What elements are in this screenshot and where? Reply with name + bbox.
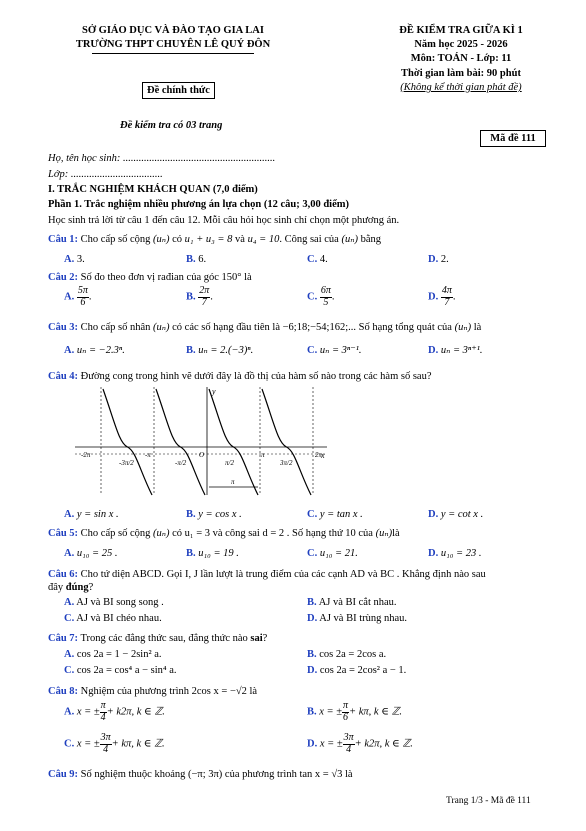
fraction-numerator: 5π bbox=[77, 285, 88, 296]
period-label: π bbox=[231, 478, 235, 486]
q1-option-a[interactable] bbox=[64, 253, 85, 266]
fraction-denominator: 6 bbox=[80, 296, 86, 308]
fraction-numerator: 3π bbox=[343, 732, 354, 743]
q1-cond2: u₄ = 10 bbox=[247, 234, 280, 245]
q4-option-c[interactable] bbox=[307, 508, 363, 521]
q7-text-c: ? bbox=[262, 633, 268, 644]
option-text: u₁₀ = 23 . bbox=[440, 548, 482, 559]
official-label: Đề chính thức bbox=[142, 82, 215, 99]
option-post: + kπ, k ∈ ℤ. bbox=[349, 706, 403, 718]
option-tail: . bbox=[331, 291, 335, 303]
fraction-denominator: 6 bbox=[343, 711, 349, 723]
q3-seq: (uₙ) bbox=[153, 322, 170, 333]
option-text: cos 2a = 1 − 2sin² a. bbox=[76, 649, 162, 660]
tick-label: π/2 bbox=[225, 459, 234, 467]
option-text: y = sin x . bbox=[76, 509, 119, 520]
q3-option-b[interactable] bbox=[186, 344, 253, 357]
fraction-denominator: 4 bbox=[100, 711, 106, 723]
subject-line: Môn: TOÁN - Lớp: 11 bbox=[410, 53, 512, 64]
graph-branch bbox=[262, 389, 311, 495]
option-text: 2. bbox=[440, 254, 449, 265]
q9-text: Số nghiệm thuộc khoảng (−π; 3π) của phương trình tan x = √3 là bbox=[80, 769, 353, 780]
q1-option-b[interactable] bbox=[186, 253, 206, 266]
q7-stem bbox=[48, 632, 267, 645]
tick-label: 3π/2 bbox=[280, 459, 293, 467]
school-name: TRƯỜNG THPT CHUYÊN LÊ QUÝ ĐÔN bbox=[75, 39, 271, 50]
duration-line: Thời gian làm bài: 90 phút bbox=[401, 68, 521, 79]
option-text: 4. bbox=[319, 254, 328, 265]
option-letter: C. bbox=[64, 613, 75, 624]
q8-option-c[interactable] bbox=[64, 733, 165, 755]
option-letter: B. bbox=[186, 345, 196, 356]
fraction-numerator: π bbox=[343, 700, 349, 711]
part1-subheading: Phần 1. Trắc nghiệm nhiều phương án lựa chọn (12 câu; 3,00 điểm) bbox=[48, 199, 349, 210]
option-text: u₁₀ = 21. bbox=[319, 548, 358, 559]
option-pre: x = ± bbox=[319, 738, 343, 750]
q4-stem bbox=[48, 370, 432, 383]
option-letter: B. bbox=[307, 649, 317, 660]
option-letter: D. bbox=[428, 509, 439, 520]
q1-seq: (uₙ) bbox=[153, 234, 170, 245]
q6-text-line1: Cho tứ diện ABCD. Gọi I, J lần lượt là trung điểm của các cạnh AD và BC . Khẳng định nào sau bbox=[80, 569, 486, 580]
option-text: 3. bbox=[76, 254, 85, 265]
tick-label: -3π/2 bbox=[119, 459, 134, 467]
fraction-denominator: 7 bbox=[444, 296, 450, 308]
option-letter: C. bbox=[307, 254, 318, 265]
q6-option-b[interactable] bbox=[307, 596, 397, 609]
exam-title: ĐỀ KIỂM TRA GIỮA KÌ 1 bbox=[399, 25, 523, 36]
option-text: uₙ = 2.(−3)ⁿ. bbox=[198, 345, 254, 356]
q3-option-d[interactable] bbox=[428, 344, 483, 357]
option-letter: D. bbox=[428, 291, 439, 303]
q3-text-a: Cho cấp số nhân bbox=[80, 322, 151, 333]
q4-text: Đường cong trong hình vẽ dưới đây là đồ thị của hàm số nào trong các hàm số sau? bbox=[80, 371, 432, 382]
option-letter: A. bbox=[64, 509, 75, 520]
q8-option-d[interactable] bbox=[307, 733, 413, 755]
school-underline bbox=[92, 53, 254, 54]
q5-label: Câu 5: bbox=[48, 528, 79, 539]
option-letter: D. bbox=[428, 345, 439, 356]
q8-label: Câu 8: bbox=[48, 686, 79, 697]
option-letter: D. bbox=[307, 613, 318, 624]
option-letter: A. bbox=[64, 706, 75, 718]
q1-text-c: và bbox=[235, 234, 245, 245]
option-text: uₙ = 3ⁿ⁻¹. bbox=[319, 345, 362, 356]
tick-label: π bbox=[261, 451, 265, 459]
option-text: cos 2a = 2cos a. bbox=[319, 649, 387, 660]
q5-stem bbox=[48, 527, 400, 540]
part1-instruction: Học sinh trả lời từ câu 1 đến câu 12. Mỗi câu hỏi học sinh chỉ chọn một phương án. bbox=[48, 215, 400, 226]
q7-option-d[interactable] bbox=[307, 664, 406, 677]
tick-label: -π bbox=[145, 451, 151, 459]
q1-text-d: . Công sai của bbox=[279, 234, 339, 245]
q6-option-c[interactable] bbox=[64, 612, 162, 625]
q8-option-b[interactable] bbox=[307, 701, 402, 723]
option-letter: D. bbox=[307, 665, 318, 676]
student-class-line[interactable]: Lớp: ................................... bbox=[48, 169, 163, 180]
option-post: + k2π, k ∈ ℤ. bbox=[106, 706, 165, 718]
q9-stem bbox=[48, 768, 353, 781]
q3-option-a[interactable] bbox=[64, 344, 125, 357]
option-letter: C. bbox=[307, 509, 318, 520]
pages-note: Đề kiểm tra có 03 trang bbox=[120, 120, 223, 131]
option-text: u₁₀ = 25 . bbox=[76, 548, 118, 559]
q2-label: Câu 2: bbox=[48, 272, 79, 283]
fraction-denominator: 5 bbox=[323, 296, 329, 308]
option-pre: x = ± bbox=[76, 738, 100, 750]
q1-option-d[interactable] bbox=[428, 253, 449, 266]
q6-stem-line2 bbox=[48, 581, 93, 594]
option-text: uₙ = 3ⁿ⁺¹. bbox=[440, 345, 483, 356]
q3-text-b: có các số hạng đầu tiên là −6;18;−54;162;... Số hạng tổng quát của bbox=[172, 322, 452, 333]
q2-text: Số đo theo đơn vị rađian của góc 150° là bbox=[80, 272, 252, 283]
q6-label: Câu 6: bbox=[48, 569, 79, 580]
q7-option-c[interactable] bbox=[64, 664, 177, 677]
option-tail: . bbox=[88, 291, 92, 303]
option-text: 6. bbox=[198, 254, 207, 265]
option-text: y = cos x . bbox=[198, 509, 242, 520]
option-letter: B. bbox=[186, 548, 196, 559]
q2-option-c[interactable] bbox=[307, 286, 334, 308]
option-text: AJ và BI chéo nhau. bbox=[76, 613, 162, 624]
option-text: AJ và BI cắt nhau. bbox=[318, 597, 397, 608]
q1-option-c[interactable] bbox=[307, 253, 328, 266]
q5-text-c: là bbox=[392, 528, 400, 539]
option-tail: . bbox=[452, 291, 456, 303]
fraction-numerator: π bbox=[100, 700, 106, 711]
q1-label: Câu 1: bbox=[48, 234, 79, 245]
fraction-numerator: 6π bbox=[320, 285, 331, 296]
q5-text-b: có u₁ = 3 và công sai d = 2 . Số hạng thứ 10 của bbox=[172, 528, 373, 539]
q1-seq-2: (uₙ) bbox=[341, 234, 358, 245]
option-letter: C. bbox=[307, 345, 318, 356]
option-text: y = tan x . bbox=[319, 509, 363, 520]
q5-text-a: Cho cấp số cộng bbox=[80, 528, 151, 539]
q4-option-a[interactable] bbox=[64, 508, 119, 521]
option-letter: A. bbox=[64, 345, 75, 356]
q7-option-b[interactable] bbox=[307, 648, 386, 661]
option-letter: A. bbox=[64, 597, 75, 608]
q7-text-a: Trong các đẳng thức sau, đẳng thức nào bbox=[80, 633, 248, 644]
option-letter: D. bbox=[428, 548, 439, 559]
school-year: Năm học 2025 - 2026 bbox=[414, 39, 508, 50]
q3-option-c[interactable] bbox=[307, 344, 362, 357]
option-text: cos 2a = 2cos² a − 1. bbox=[319, 665, 407, 676]
q4-option-d[interactable] bbox=[428, 508, 483, 521]
option-tail: . bbox=[210, 291, 213, 303]
graph-branch bbox=[156, 389, 205, 495]
fraction-denominator: 4 bbox=[346, 743, 352, 755]
q6-emphasis: đúng bbox=[65, 582, 89, 593]
x-axis-label: x bbox=[321, 451, 325, 460]
option-letter: A. bbox=[64, 548, 75, 559]
q6-stem-line1 bbox=[48, 568, 486, 581]
q2-option-d[interactable] bbox=[428, 286, 455, 308]
q6-option-a[interactable] bbox=[64, 596, 164, 609]
q5-seq-2: (uₙ) bbox=[375, 528, 393, 539]
q7-option-a[interactable] bbox=[64, 648, 162, 661]
q3-seq-2: (uₙ) bbox=[454, 322, 472, 333]
fraction-numerator: 2π bbox=[199, 285, 210, 296]
q8-text: Nghiệm của phương trình 2cos x = −√2 là bbox=[80, 686, 258, 697]
student-name-line[interactable]: Họ, tên học sinh: .......................................................... bbox=[48, 153, 276, 164]
part1-heading: I. TRẮC NGHIỆM KHÁCH QUAN (7,0 điểm) bbox=[48, 184, 258, 195]
fraction-numerator: 4π bbox=[441, 285, 452, 296]
q1-text-e: bằng bbox=[360, 234, 381, 245]
q5-option-a[interactable] bbox=[64, 547, 117, 560]
option-text: y = cot x . bbox=[440, 509, 484, 520]
option-post: + kπ, k ∈ ℤ. bbox=[111, 738, 165, 750]
option-letter: D. bbox=[307, 738, 318, 750]
q5-option-d[interactable] bbox=[428, 547, 481, 560]
q3-label: Câu 3: bbox=[48, 322, 79, 333]
q7-emphasis: sai bbox=[250, 633, 263, 644]
option-letter: D. bbox=[428, 254, 439, 265]
duration-note: (Không kể thời gian phát đề) bbox=[400, 82, 522, 93]
page-footer: Trang 1/3 - Mã đề 111 bbox=[446, 796, 531, 806]
q2-stem bbox=[48, 271, 252, 284]
cot-graph bbox=[75, 383, 330, 498]
option-letter: B. bbox=[307, 597, 317, 608]
option-letter: C. bbox=[64, 665, 75, 676]
y-axis-label: y bbox=[212, 387, 216, 396]
graph-branch bbox=[103, 389, 152, 495]
option-letter: C. bbox=[307, 548, 318, 559]
q2-option-a[interactable] bbox=[64, 286, 91, 308]
option-letter: A. bbox=[64, 649, 75, 660]
q4-option-b[interactable] bbox=[186, 508, 242, 521]
option-text: AJ và BI song song . bbox=[76, 597, 164, 608]
q2-option-b[interactable] bbox=[186, 286, 213, 308]
option-pre: x = ± bbox=[319, 706, 343, 718]
fraction-denominator: 4 bbox=[103, 743, 109, 755]
q7-label: Câu 7: bbox=[48, 633, 79, 644]
q5-seq: (uₙ) bbox=[153, 528, 170, 539]
q6-text-c: ? bbox=[88, 582, 94, 593]
q5-option-b[interactable] bbox=[186, 547, 239, 560]
q3-text-c: là bbox=[473, 322, 482, 333]
q1-cond1: u₁ + u₃ = 8 bbox=[184, 234, 233, 245]
option-text: uₙ = −2.3ⁿ. bbox=[76, 345, 125, 356]
q5-option-c[interactable] bbox=[307, 547, 358, 560]
option-post: + k2π, k ∈ ℤ. bbox=[354, 738, 413, 750]
option-pre: x = ± bbox=[76, 706, 100, 718]
tick-label: O bbox=[199, 451, 205, 459]
option-text: u₁₀ = 19 . bbox=[198, 548, 239, 559]
tick-label: 2π bbox=[315, 451, 323, 459]
option-letter: B. bbox=[307, 706, 317, 718]
q1-text-b: có bbox=[172, 234, 183, 245]
option-letter: A. bbox=[64, 291, 75, 303]
q6-option-d[interactable] bbox=[307, 612, 407, 625]
q1-text-a: Cho cấp số cộng bbox=[80, 234, 151, 245]
option-letter: C. bbox=[64, 738, 75, 750]
fraction-denominator: 7 bbox=[201, 296, 207, 308]
q9-label: Câu 9: bbox=[48, 769, 79, 780]
q3-stem bbox=[48, 321, 481, 334]
department-name: SỞ GIÁO DỤC VÀ ĐÀO TẠO GIA LAI bbox=[82, 25, 264, 36]
option-letter: A. bbox=[64, 254, 75, 265]
option-letter: B. bbox=[186, 509, 196, 520]
exam-code-box: Mã đề 111 bbox=[480, 130, 546, 147]
tick-label: -2π bbox=[81, 451, 91, 459]
q4-label: Câu 4: bbox=[48, 371, 79, 382]
q6-text-a: đây bbox=[48, 582, 64, 593]
option-text: cos 2a = cos⁴ a − sin⁴ a. bbox=[76, 665, 177, 676]
option-text: AJ và BI trùng nhau. bbox=[319, 613, 408, 624]
q1-stem bbox=[48, 233, 381, 246]
option-letter: C. bbox=[307, 291, 318, 303]
q8-option-a[interactable] bbox=[64, 701, 165, 723]
option-letter: B. bbox=[186, 254, 196, 265]
tick-label: -π/2 bbox=[175, 459, 187, 467]
fraction-numerator: 3π bbox=[100, 732, 111, 743]
q8-stem bbox=[48, 685, 257, 698]
option-letter: B. bbox=[186, 291, 196, 303]
